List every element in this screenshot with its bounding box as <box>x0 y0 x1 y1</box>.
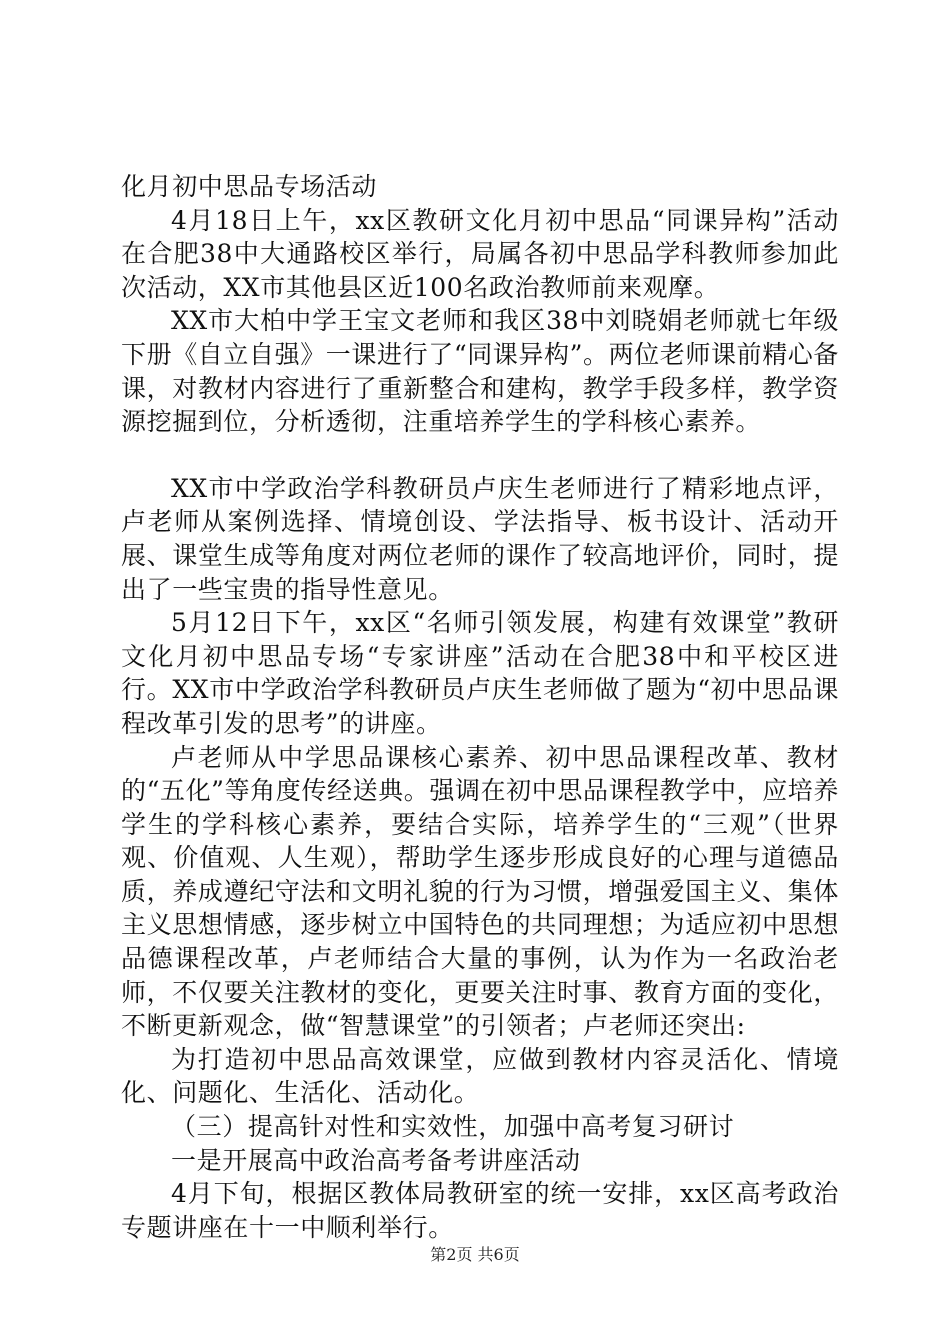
paragraph-teachers-lesson: XX市大柏中学王宝文老师和我区38中刘晓娟老师就七年级下册《自立自强》一课进行了“同课异构”。两位老师课前精心备课，对教材内容进行了重新整合和建构，教学手段多样，教学资源挖掘到位，分析透彻，注重培养学生的学科核心素养。 <box>121 306 839 437</box>
section-heading-exam-review: （三）提高针对性和实效性，加强中高考复习研讨 <box>171 1112 735 1142</box>
paragraph-efficient-classroom: 为打造初中思品高效课堂，应做到教材内容灵活化、情境化、问题化、生活化、活动化。 <box>121 1044 839 1108</box>
document-body <box>121 170 839 1244</box>
page-number-footer: 第2页 共6页 <box>430 1245 520 1264</box>
paragraph-expert-comment: XX市中学政治学科教研员卢庆生老师进行了精彩地点评，卢老师从案例选择、情境创设、学法指导、板书设计、活动开展、课堂生成等角度对两位老师的课作了较高地评价，同时，提出了一些宝贵的指导性意见。 <box>121 473 839 604</box>
paragraph-same-lesson-activity: 4月18日上午，xx区教研文化月初中思品“同课异构”活动在合肥38中大通路校区举行，局属各初中思品学科教师参加此次活动，XX市其他县区近100名政治教师前来观摩。 <box>121 205 839 302</box>
subheading-gaokao-lecture: 一是开展高中政治高考备考讲座活动 <box>171 1145 581 1175</box>
paragraph-heading-continuation: 化月初中思品专场活动 <box>121 172 378 201</box>
paragraph-lecture-content: 卢老师从中学思品课核心素养、初中思品课程改革、教材的“五化”等角度传经送典。强调在初中思品课程教学中，应培养学生的学科核心素养，要结合实际，培养学生的“三观”（世界观、价值观、人生观），帮助学生逐步形成良好的心理与道德品质，养成遵纪守法和文明礼貌的行为习惯，增强爱国主义、集体主义思想情感，逐步树立中国特色的共同理想；为适应初中思想品德课程改革，卢老师结合大量的事例，认为作为一名政治老师，不仅要关注教材的变化，更要关注时事、教育方面的变化，不断更新观念，做“智慧课堂”的引领者；卢老师还突出: <box>121 742 839 1041</box>
paragraph-gaokao-lecture: 4月下旬，根据区教体局教研室的统一安排，xx区高考政治专题讲座在十一中顺利举行。 <box>121 1179 839 1242</box>
paragraph-expert-lecture: 5月12日下午，xx区“名师引领发展，构建有效课堂”教研文化月初中思品专场“专家讲座”活动在合肥38中和平校区进行。XX市中学政治学科教研员卢庆生老师做了题为“初中思品课程改革引发的思考”的讲座。 <box>121 608 839 738</box>
